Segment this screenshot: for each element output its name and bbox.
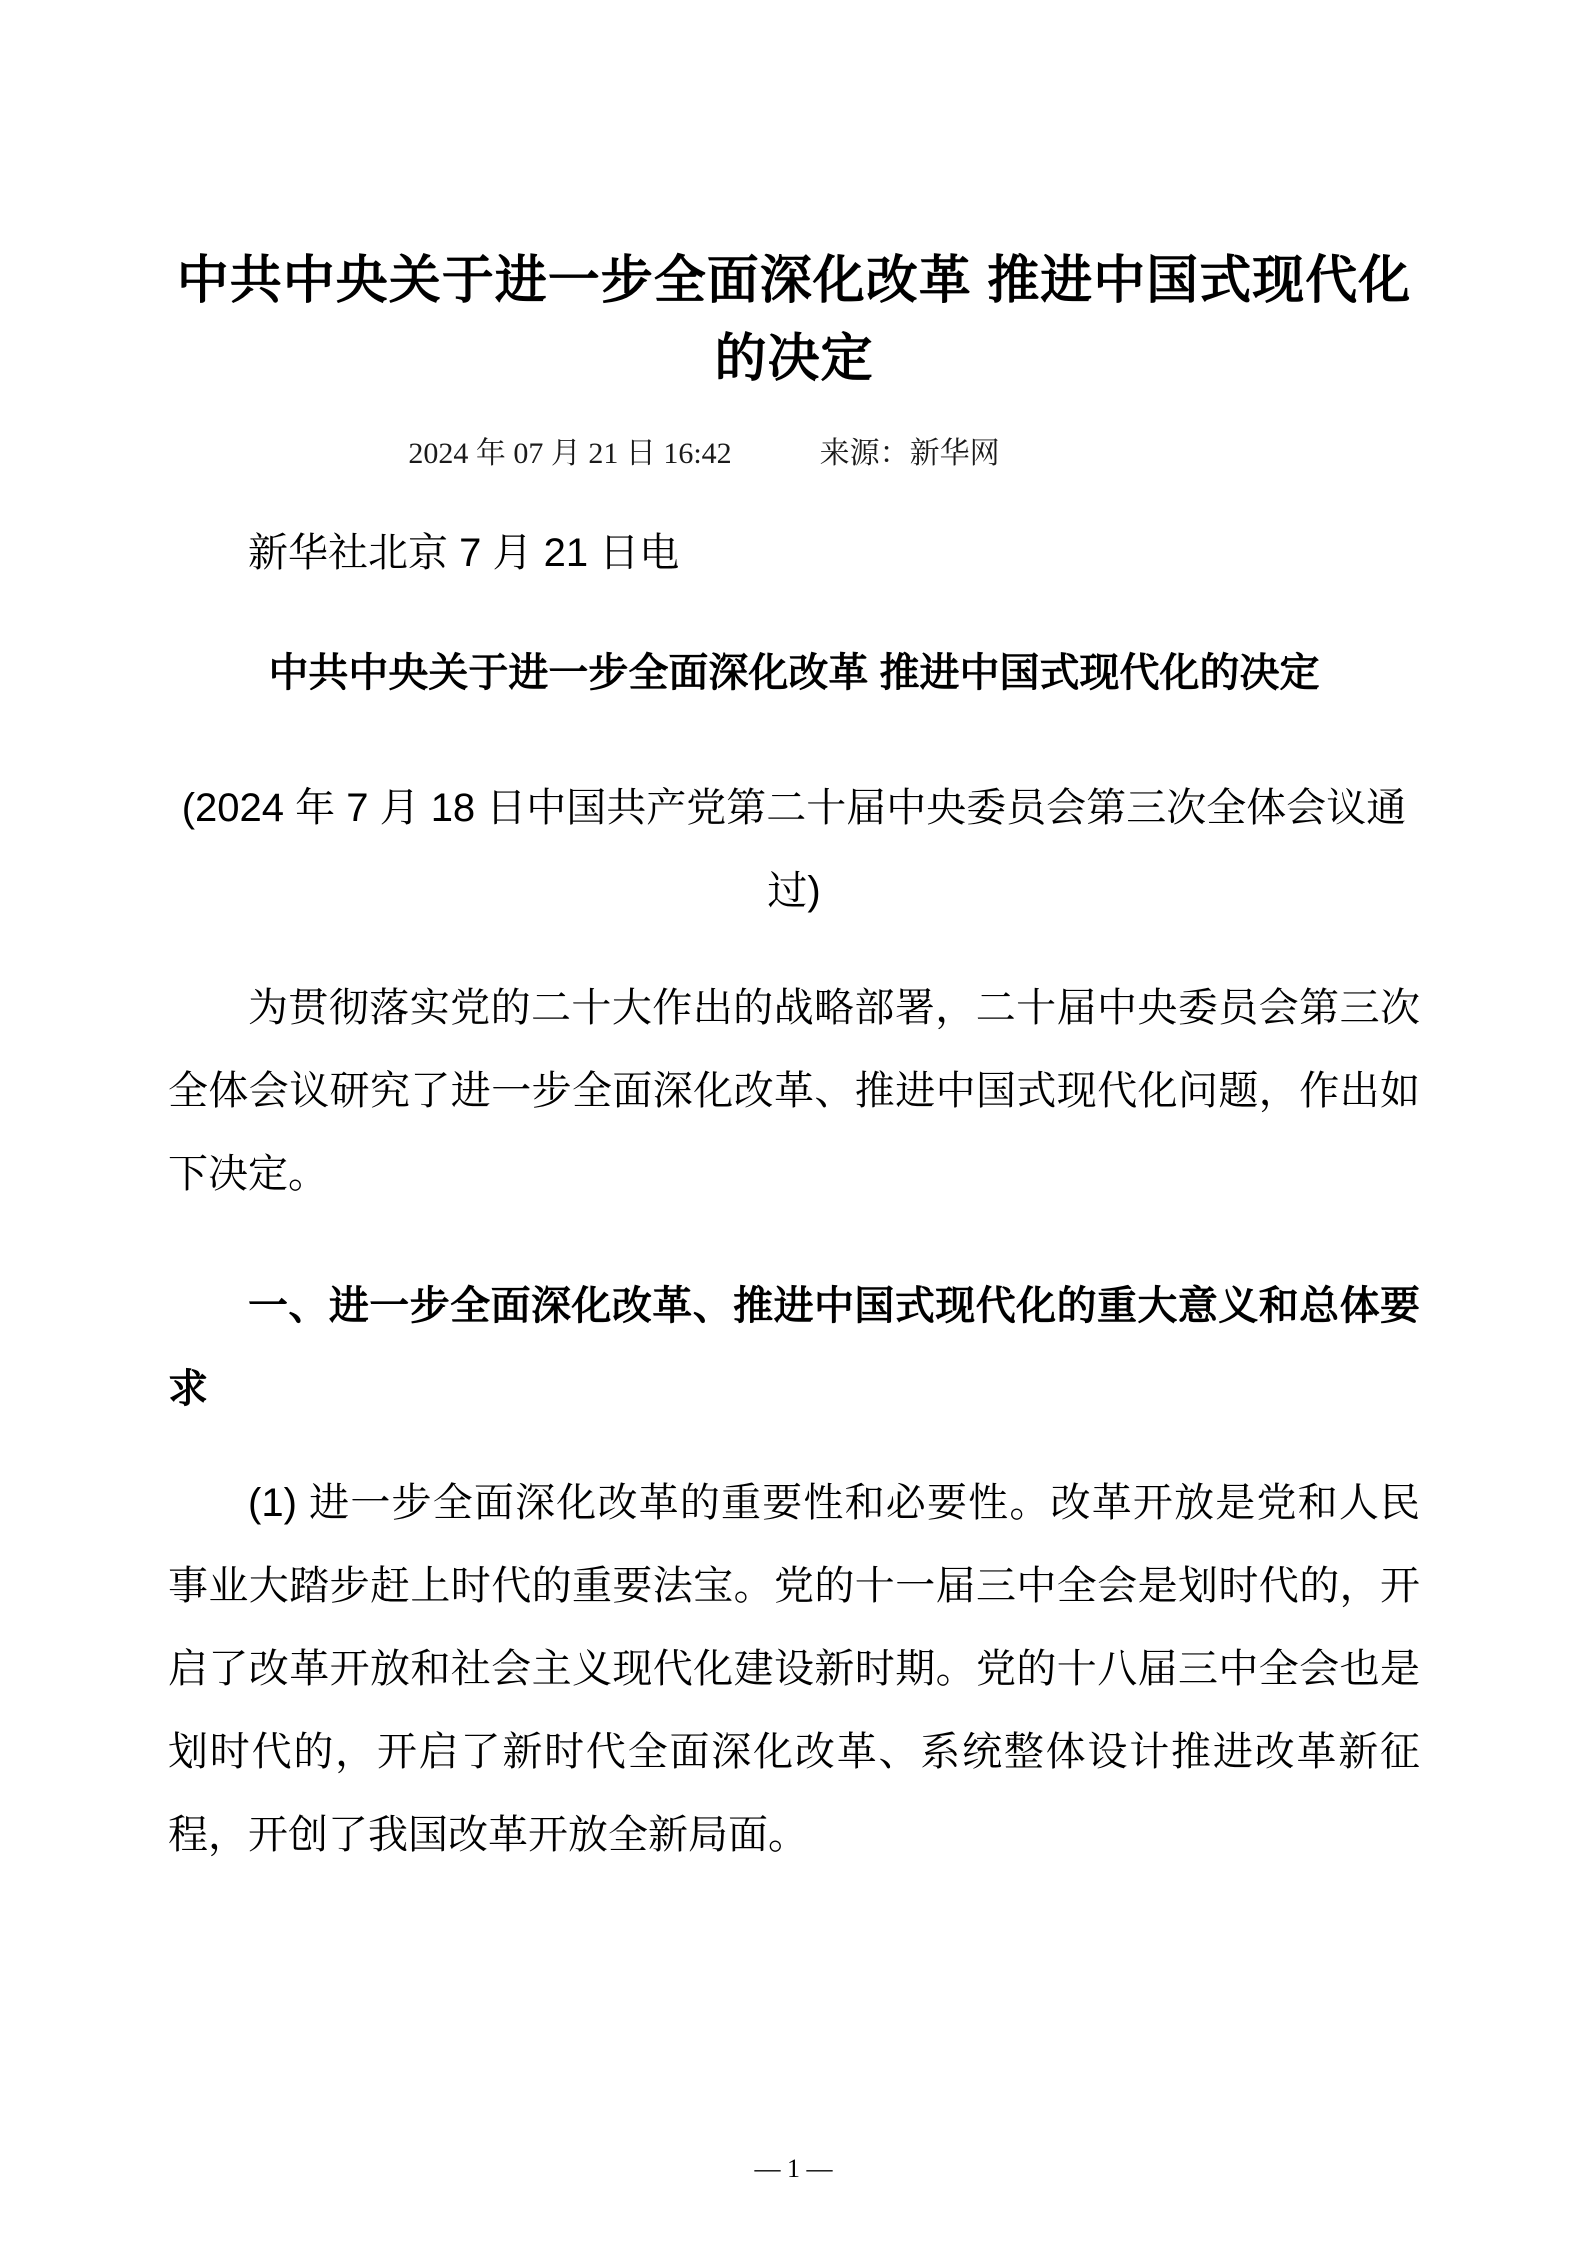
page-number: — 1 — (754, 2154, 833, 2183)
meta-line (78, 434, 1330, 474)
section-heading-1: 一、进一步全面深化改革、推进中国式现代化的重大意义和总体要求 (168, 1284, 1420, 1411)
paragraph-intro: 为贯彻落实党的二十大作出的战略部署，二十届中央委员会第三次全体会议研究了进一步全面深化改革、推进中国式现代化问题，作出如下决定。 (168, 986, 1420, 1196)
document-title: 中共中央关于进一步全面深化改革 推进中国式现代化的决定 (176, 252, 1412, 388)
dateline: 新华社北京 7 月 21 日电 (248, 531, 680, 575)
inner-document-title: 中共中央关于进一步全面深化改革 推进中国式现代化的决定 (268, 651, 1320, 695)
adoption-note: (2024 年 7 月 18 日中国共产党第二十届中央委员会第三次全体会议通过) (181, 786, 1407, 913)
publish-datetime: 2024 年 07 月 21 日 16:42 (408, 437, 732, 470)
paragraph-item-1: (1) 进一步全面深化改革的重要性和必要性。改革开放是党和人民事业大踏步赶上时代的重要法宝。党的十一届三中全会是划时代的，开启了改革开放和社会主义现代化建设新时期。党的十八届三中全会也是划时代的，开启了新时代全面深化改革、系统整体设计推进改革新征程，开创了我国改革开放全新局面。 (168, 1481, 1420, 1857)
source-label: 来源：新华网 (819, 437, 1000, 470)
